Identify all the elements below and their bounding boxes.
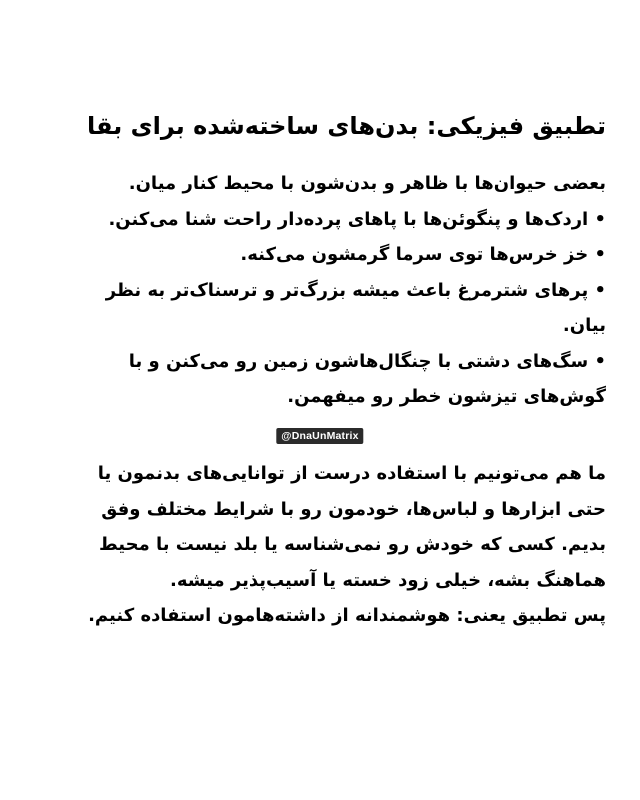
bullet-prairie-dogs: • سگ‌های دشتی با چنگال‌هاشون زمین رو می‌کنن و با bbox=[128, 350, 606, 372]
bullet-bear-fur: • خز خرس‌ها توی سرما گرمشون می‌کنه. bbox=[240, 244, 606, 265]
conclusion-paragraph bbox=[20, 456, 606, 634]
text-line: بعضی حیوان‌ها با ظاهر و بدن‌شون با محیط کنار میان. bbox=[128, 173, 606, 194]
conclusion-line: پس تطبیق یعنی: هوشمندانه از داشته‌هامون استفاده کنیم. bbox=[88, 605, 606, 626]
text-line: هماهنگ بشه، خیلی زود خسته یا آسیب‌پذیر میشه. bbox=[170, 569, 606, 591]
text-line: بیان. bbox=[562, 315, 606, 336]
text-line: گوش‌های تیزشون خطر رو میفهمن. bbox=[287, 386, 606, 407]
post-title: تطبیق فیزیکی: بدن‌های ساخته‌شده برای بقا bbox=[86, 112, 606, 140]
watermark-handle: @DnaUnMatrix bbox=[276, 428, 363, 444]
intro-paragraph bbox=[20, 166, 606, 415]
text-line: حتی ابزارها و لباس‌ها، خودمون رو با شرایط مختلف وفق bbox=[101, 498, 606, 520]
bullet-ostrich-feathers: • پرهای شترمرغ باعث میشه بزرگ‌تر و ترسناک‌تر به نظر bbox=[105, 279, 606, 301]
text-line: ما هم می‌تونیم با استفاده درست از توانایی‌های بدنمون یا bbox=[97, 463, 606, 484]
text-line: بدیم. کسی که خودش رو نمی‌شناسه یا بلد نیست با محیط bbox=[98, 534, 606, 555]
bullet-ducks-penguins: • اردک‌ها و پنگوئن‌ها با پاهای پرده‌دار راحت شنا می‌کنن. bbox=[108, 208, 606, 230]
